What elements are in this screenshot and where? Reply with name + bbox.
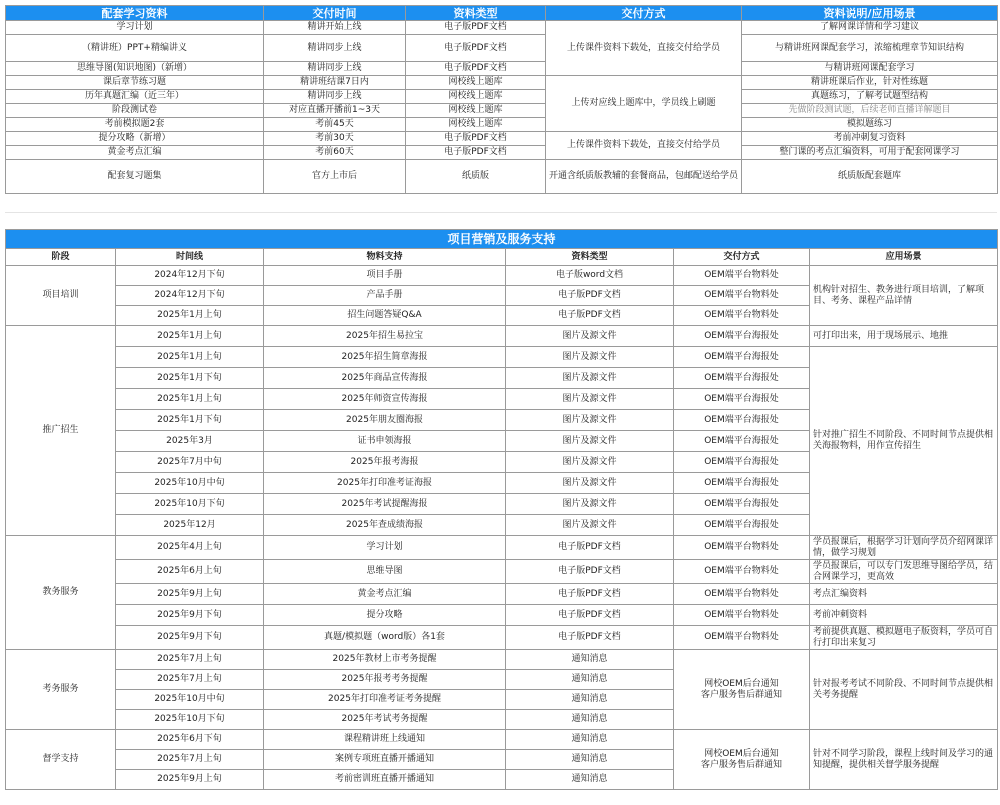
col-header: 交付方式 <box>546 6 742 21</box>
cell: 网校线上题库 <box>406 118 546 132</box>
col-header: 资料说明/应用场景 <box>742 6 998 21</box>
cell: 黄金考点汇编 <box>264 584 506 605</box>
cell: 图片及源文件 <box>506 515 674 536</box>
cell: OEM端平台物料处 <box>674 536 810 560</box>
cell: 了解网课详情和学习建议 <box>742 21 998 35</box>
table-row <box>6 266 998 286</box>
table-title-row <box>6 230 998 249</box>
table-row <box>6 560 998 584</box>
table-row <box>6 132 998 146</box>
cell: 对应直播开播前1~3天 <box>264 104 406 118</box>
table-row <box>6 90 998 104</box>
cell: 2025年报考考务提醒 <box>264 670 506 690</box>
cell: 学习计划 <box>6 21 264 35</box>
cell: 真题/模拟题（word版）各1套 <box>264 626 506 650</box>
usage-cell: 机构针对招生、教务进行项目培训，了解项目、考务、课程产品详情 <box>810 266 998 326</box>
usage-cell: 针对不同学习阶段，课程上线时间及学习的通知提醒，提供相关督学服务提醒 <box>810 730 998 790</box>
cell: OEM端平台海报处 <box>674 347 810 368</box>
cell: 通知消息 <box>506 710 674 730</box>
table-row <box>6 76 998 90</box>
cell: 思维导图(知识地图)（新增） <box>6 62 264 76</box>
col-header: 资料类型 <box>406 6 546 21</box>
cell: 电子版PDF文档 <box>506 605 674 626</box>
cell: 整门课的考点汇编资料，可用于配套网课学习 <box>742 146 998 160</box>
table-row <box>6 326 998 347</box>
cell: 历年真题汇编（近三年） <box>6 90 264 104</box>
cell: 精讲同步上线 <box>264 35 406 62</box>
cell: 考前30天 <box>264 132 406 146</box>
cell: 精讲开始上线 <box>264 21 406 35</box>
cell: 2025年1月上旬 <box>116 347 264 368</box>
cell: 2025年1月上旬 <box>116 326 264 347</box>
col-header: 配套学习资料 <box>6 6 264 21</box>
cell: 2025年9月上旬 <box>116 584 264 605</box>
cell: 思维导图 <box>264 560 506 584</box>
cell: 2025年10月中旬 <box>116 690 264 710</box>
cell: 2025年10月中旬 <box>116 473 264 494</box>
cell: 通知消息 <box>506 750 674 770</box>
cell: 2025年9月下旬 <box>116 605 264 626</box>
table-row <box>6 536 998 560</box>
cell: 纸质版配套题库 <box>742 160 998 194</box>
cell: 纸质版 <box>406 160 546 194</box>
cell: 2025年10月下旬 <box>116 710 264 730</box>
cell: OEM端平台物料处 <box>674 605 810 626</box>
cell: 配套复习题集 <box>6 160 264 194</box>
table-row <box>6 118 998 132</box>
cell: 电子版PDF文档 <box>506 536 674 560</box>
cell: 2025年1月上旬 <box>116 306 264 326</box>
cell: 2025年1月下旬 <box>116 410 264 431</box>
cell: 精讲同步上线 <box>264 90 406 104</box>
cell: 通知消息 <box>506 690 674 710</box>
cell: OEM端平台海报处 <box>674 368 810 389</box>
usage-cell: 针对推广招生不同阶段、不同时间节点提供相关海报物料，用作宣传招生 <box>810 347 998 536</box>
cell: 2025年12月 <box>116 515 264 536</box>
cell: 项目手册 <box>264 266 506 286</box>
cell: 电子版PDF文档 <box>506 306 674 326</box>
cell: 2025年10月下旬 <box>116 494 264 515</box>
cell: 2025年招生简章海报 <box>264 347 506 368</box>
usage-cell: 可打印出来，用于现场展示、地推 <box>810 326 998 347</box>
cell: 通知消息 <box>506 770 674 790</box>
table-row <box>6 21 998 35</box>
cell: 2025年考试考务提醒 <box>264 710 506 730</box>
cell: 2025年朋友圈海报 <box>264 410 506 431</box>
cell: 阶段测试卷 <box>6 104 264 118</box>
cell: OEM端平台海报处 <box>674 431 810 452</box>
cell: 2025年4月上旬 <box>116 536 264 560</box>
table-row <box>6 650 998 670</box>
table-row <box>6 146 998 160</box>
cell: 真题练习，了解考试题型结构 <box>742 90 998 104</box>
cell: 图片及源文件 <box>506 452 674 473</box>
table-title: 项目营销及服务支持 <box>6 230 998 249</box>
cell: 图片及源文件 <box>506 389 674 410</box>
cell: 证书申领海报 <box>264 431 506 452</box>
stage-cell: 督学支持 <box>6 730 116 790</box>
cell: 课后章节练习题 <box>6 76 264 90</box>
cell: 提分攻略（新增） <box>6 132 264 146</box>
usage-cell: 考前冲刺资料 <box>810 605 998 626</box>
cell: 2025年商品宣传海报 <box>264 368 506 389</box>
cell: 电子版word文档 <box>506 266 674 286</box>
cell: 2025年7月中旬 <box>116 452 264 473</box>
cell: OEM端平台物料处 <box>674 266 810 286</box>
cell: 考前冲刺复习资料 <box>742 132 998 146</box>
cell: 2025年考试提醒海报 <box>264 494 506 515</box>
usage-cell: 考前提供真题、模拟题电子版资料，学员可自行打印出来复习 <box>810 626 998 650</box>
cell: 2025年报考海报 <box>264 452 506 473</box>
cell: 电子版PDF文档 <box>506 626 674 650</box>
cell: 产品手册 <box>264 286 506 306</box>
cell: 通知消息 <box>506 650 674 670</box>
cell: 电子版PDF文档 <box>506 584 674 605</box>
cell: 开通含纸质版教辅的套餐商品，包邮配送给学员 <box>546 160 742 194</box>
usage-cell: 考点汇编资料 <box>810 584 998 605</box>
cell: OEM端平台物料处 <box>674 626 810 650</box>
col-header: 时间线 <box>116 249 264 266</box>
delivery-cell: 上传对应线上题库中，学员线上刷题 <box>546 76 742 132</box>
col-header: 资料类型 <box>506 249 674 266</box>
cell: 学习计划 <box>264 536 506 560</box>
cell: 考前模拟题2套 <box>6 118 264 132</box>
cell: 官方上市后 <box>264 160 406 194</box>
cell: 电子版PDF文档 <box>506 286 674 306</box>
stage-cell: 推广招生 <box>6 326 116 536</box>
cell: 图片及源文件 <box>506 368 674 389</box>
cell: 网校线上题库 <box>406 104 546 118</box>
cell: 电子版PDF文档 <box>506 560 674 584</box>
cell: OEM端平台海报处 <box>674 389 810 410</box>
cell: OEM端平台物料处 <box>674 286 810 306</box>
cell: 模拟题练习 <box>742 118 998 132</box>
cell: 电子版PDF文档 <box>406 62 546 76</box>
cell: 网校线上题库 <box>406 90 546 104</box>
cell: 2025年7月上旬 <box>116 750 264 770</box>
cell: 精讲班课后作业，针对性练题 <box>742 76 998 90</box>
table-row <box>6 62 998 76</box>
stage-cell: 考务服务 <box>6 650 116 730</box>
cell: 考前密训班直播开播通知 <box>264 770 506 790</box>
cell: OEM端平台物料处 <box>674 560 810 584</box>
table-header-row <box>6 6 998 21</box>
cell: 2024年12月下旬 <box>116 286 264 306</box>
delivery-cell: 网校OEM后台通知 客户服务售后群通知 <box>674 730 810 790</box>
table-row <box>6 35 998 62</box>
cell: 通知消息 <box>506 730 674 750</box>
table-row <box>6 160 998 194</box>
cell: 图片及源文件 <box>506 410 674 431</box>
cell: 黄金考点汇编 <box>6 146 264 160</box>
cell: 案例专项班直播开播通知 <box>264 750 506 770</box>
cell: OEM端平台海报处 <box>674 452 810 473</box>
cell: 网校线上题库 <box>406 76 546 90</box>
delivery-cell: 上传课件资料下载处，直接交付给学员 <box>546 21 742 76</box>
cell: OEM端平台海报处 <box>674 515 810 536</box>
cell: OEM端平台物料处 <box>674 584 810 605</box>
cell: 2025年查成绩海报 <box>264 515 506 536</box>
table-row <box>6 626 998 650</box>
cell: 2024年12月下旬 <box>116 266 264 286</box>
cell: 电子版PDF文档 <box>406 146 546 160</box>
cell: OEM端平台海报处 <box>674 473 810 494</box>
col-header: 交付时间 <box>264 6 406 21</box>
table-header-row <box>6 249 998 266</box>
cell: 电子版PDF文档 <box>406 35 546 62</box>
cell: OEM端平台海报处 <box>674 494 810 515</box>
col-header: 应用场景 <box>810 249 998 266</box>
delivery-cell: 上传课件资料下载处，直接交付给学员 <box>546 132 742 160</box>
table-row <box>6 605 998 626</box>
marketing-support-table <box>5 229 998 790</box>
cell: 2025年9月下旬 <box>116 626 264 650</box>
table-row <box>6 347 998 368</box>
cell: 考前60天 <box>264 146 406 160</box>
usage-cell: 学员报课后，可以专门发思维导图给学员，结合网课学习，更高效 <box>810 560 998 584</box>
table-row <box>6 104 998 118</box>
cell: 2025年招生易拉宝 <box>264 326 506 347</box>
cell: 精讲班结课7日内 <box>264 76 406 90</box>
usage-cell: 针对报考考试不同阶段、不同时间节点提供相关考务提醒 <box>810 650 998 730</box>
col-header: 物料支持 <box>264 249 506 266</box>
stage-cell: 项目培训 <box>6 266 116 326</box>
cell: 通知消息 <box>506 670 674 690</box>
cell: OEM端平台海报处 <box>674 326 810 347</box>
study-materials-table <box>5 5 998 194</box>
cell: 2025年9月上旬 <box>116 770 264 790</box>
cell: 2025年打印准考证海报 <box>264 473 506 494</box>
cell: 2025年6月下旬 <box>116 730 264 750</box>
cell: 图片及源文件 <box>506 473 674 494</box>
col-header: 阶段 <box>6 249 116 266</box>
cell: 与精讲班网课配套学习 <box>742 62 998 76</box>
usage-cell: 学员报课后，根据学习计划向学员介绍网课详情，做学习规划 <box>810 536 998 560</box>
cell: 与精讲班网课配套学习，浓缩梳理章节知识结构 <box>742 35 998 62</box>
cell: 课程精讲班上线通知 <box>264 730 506 750</box>
cell: 2025年打印准考证考务提醒 <box>264 690 506 710</box>
cell: 图片及源文件 <box>506 326 674 347</box>
cell: 2025年7月上旬 <box>116 650 264 670</box>
cell: 提分攻略 <box>264 605 506 626</box>
col-header: 交付方式 <box>674 249 810 266</box>
sheet-gridline <box>5 212 997 213</box>
cell: OEM端平台海报处 <box>674 410 810 431</box>
delivery-cell: 网校OEM后台通知 客户服务售后群通知 <box>674 650 810 730</box>
cell: 考前45天 <box>264 118 406 132</box>
cell: 2025年教材上市考务提醒 <box>264 650 506 670</box>
table-row <box>6 584 998 605</box>
cell: 精讲同步上线 <box>264 62 406 76</box>
cell: 2025年1月下旬 <box>116 368 264 389</box>
cell: 2025年7月上旬 <box>116 670 264 690</box>
cell: OEM端平台物料处 <box>674 306 810 326</box>
cell: 2025年师资宣传海报 <box>264 389 506 410</box>
cell: 图片及源文件 <box>506 347 674 368</box>
cell: 先做阶段测试题，后续老师直播详解题目 <box>742 104 998 118</box>
cell: 招生问题答疑Q&A <box>264 306 506 326</box>
cell: 2025年1月上旬 <box>116 389 264 410</box>
table-row <box>6 730 998 750</box>
cell: 电子版PDF文档 <box>406 132 546 146</box>
stage-cell: 教务服务 <box>6 536 116 650</box>
cell: 2025年3月 <box>116 431 264 452</box>
cell: （精讲班）PPT+精编讲义 <box>6 35 264 62</box>
cell: 2025年6月上旬 <box>116 560 264 584</box>
cell: 图片及源文件 <box>506 431 674 452</box>
cell: 电子版PDF文档 <box>406 21 546 35</box>
cell: 图片及源文件 <box>506 494 674 515</box>
